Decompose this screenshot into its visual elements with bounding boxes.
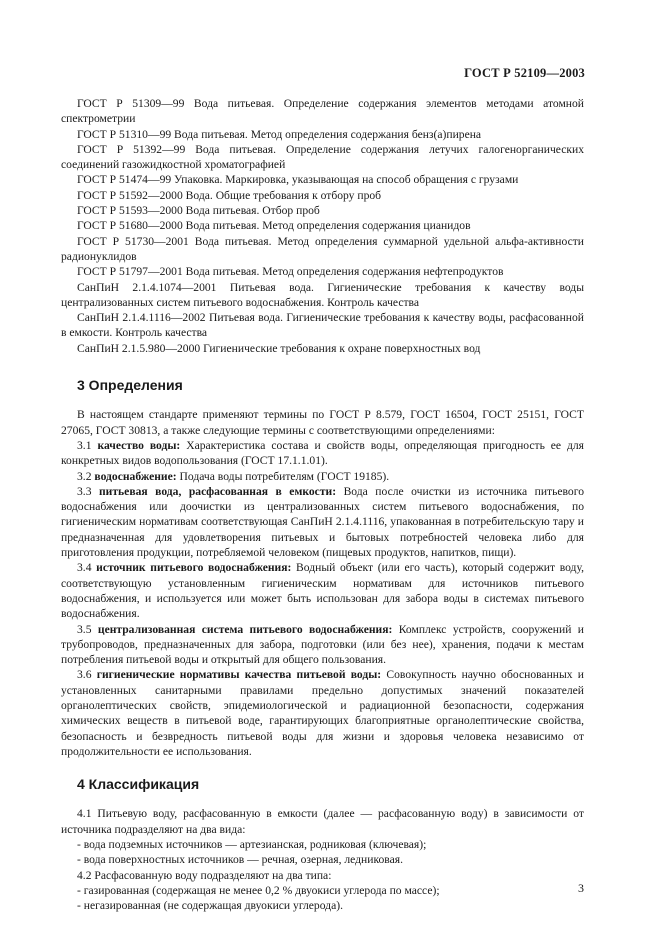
term-name: централизованная система питьевого водоснабжения:: [97, 622, 393, 636]
page-number: 3: [578, 881, 584, 895]
definition-3-6: [61, 667, 584, 759]
definition-3-4: [61, 560, 584, 621]
term-name: качество воды:: [97, 438, 181, 452]
normative-references-list: [61, 96, 584, 356]
reference-item: СанПиН 2.1.4.1074—2001 Питьевая вода. Гигиенические требования к качеству воды централизованных систем питьевого водоснабжения. Контроль качества: [61, 280, 584, 309]
section-4-title: 4 Классификация: [77, 776, 200, 793]
term-number: 3.5: [77, 622, 92, 636]
term-name: источник питьевого водоснабжения:: [96, 561, 292, 575]
reference-item: СанПиН 2.1.4.1116—2002 Питьевая вода. Гигиенические требования к качеству воды, расфасованной в емкости. Контроль качества: [61, 311, 584, 340]
reference-item: ГОСТ Р 51593—2000 Вода питьевая. Отбор проб: [77, 204, 320, 218]
reference-item: СанПиН 2.1.5.980—2000 Гигиенические требования к охране поверхностных вод: [77, 341, 481, 355]
term-name: гигиенические нормативы качества питьевой воды:: [96, 668, 382, 682]
list-item: - негазированная (не содержащая двуокиси углерода).: [77, 899, 343, 913]
term-number: 3.3: [77, 484, 92, 498]
definition-3-5: [61, 622, 584, 668]
term-definition: Совокупность научно обоснованных и установленных санитарными правилами предельно допустимых значений показателей органолептических свойств, эпидемиологической и радиационной безопасности, содержания химических веществ в питьевой воде, гарантирующих благоприятные органолептические свойства, безопасность и безвредность питьевой воды для жизни и здоровья человека независимо от продолжительности ее использования.: [61, 668, 584, 758]
term-definition: Характеристика состава и свойств воды, определяющая пригодность ее для конкретных видов водопользования (ГОСТ 17.1.1.01).: [61, 438, 585, 468]
document-body: [61, 96, 584, 914]
term-number: 3.2: [77, 469, 92, 483]
clause-4-2: 4.2 Расфасованную воду подразделяют на два типа:: [77, 868, 332, 882]
term-definition: Вода после очистки из источника питьевого водоснабжения или доочистки из централизованных систем питьевого водоснабжения, по гигиеническим нормативам соответствующая СанПиН 2.1.4.1116, упакованная в потребительскую тару и предназначенная для удовлетворения питьевых и бытовых потребностей человека либо для приготовления продукции, потребляемой человеком (пищевых продуктов, напитков, пищи).: [61, 484, 584, 560]
reference-item: ГОСТ Р 51474—99 Упаковка. Маркировка, указывающая на способ обращения с грузами: [77, 173, 519, 187]
term-definition: Подача воды потребителям (ГОСТ 19185).: [179, 469, 390, 483]
definition-3-3: [61, 484, 584, 560]
document-header: ГОСТ Р 52109—2003: [464, 66, 585, 80]
section-3-intro: В настоящем стандарте применяют термины по ГОСТ Р 8.579, ГОСТ 16504, ГОСТ 25151, ГОСТ 27065, ГОСТ 30813, а также следующие термины с соответствующими определениями:: [61, 408, 584, 437]
term-number: 3.1: [77, 438, 92, 452]
list-item: - газированная (содержащая не менее 0,2 % двуокиси углерода по массе);: [77, 883, 440, 897]
reference-item: ГОСТ Р 51392—99 Вода питьевая. Определение содержания летучих галогенорганических соединений газожидкостной хроматографией: [61, 142, 584, 172]
term-definition: Комплекс устройств, сооружений и трубопроводов, предназначенных для забора, подготовки (или без нее), хранения, подачи к местам потребления питьевой воды и открытый для общего пользования.: [61, 622, 584, 667]
reference-item: ГОСТ Р 51730—2001 Вода питьевая. Метод определения суммарной удельной альфа-активности радионуклидов: [61, 234, 584, 263]
reference-item: ГОСТ Р 51797—2001 Вода питьевая. Метод определения содержания нефтепродуктов: [77, 265, 504, 279]
term-definition: Водный объект (или его часть), который содержит воду, соответствующую установленным гигиеническим нормативам для источников питьевого водоснабжения, и используется или может быть использован для забора воды в системах питьевого водоснабжения.: [61, 561, 584, 621]
reference-item: ГОСТ Р 51680—2000 Вода питьевая. Метод определения содержания цианидов: [77, 219, 471, 233]
clause-4-1: 4.1 Питьевую воду, расфасованную в емкости (далее — расфасованную воду) в зависимости от источника подразделяют на два вида:: [61, 807, 584, 836]
list-item: - вода подземных источников — артезианская, родниковая (ключевая);: [77, 838, 427, 852]
section-3-title: 3 Определения: [77, 377, 183, 394]
term-name: водоснабжение:: [94, 469, 177, 483]
definition-3-1: [61, 438, 584, 469]
reference-item: ГОСТ Р 51309—99 Вода питьевая. Определение содержания элементов методами атомной спектрометрии: [61, 97, 584, 126]
list-item: - вода поверхностных источников — речная, озерная, ледниковая.: [77, 853, 403, 867]
definition-3-2: [61, 469, 584, 484]
term-number: 3.4: [77, 561, 92, 575]
term-number: 3.6: [77, 668, 92, 682]
term-name: питьевая вода, расфасованная в емкости:: [99, 484, 337, 498]
reference-item: ГОСТ Р 51310—99 Вода питьевая. Метод определения содержания бенз(а)пирена: [77, 127, 482, 141]
reference-item: ГОСТ Р 51592—2000 Вода. Общие требования к отбору проб: [77, 188, 382, 202]
